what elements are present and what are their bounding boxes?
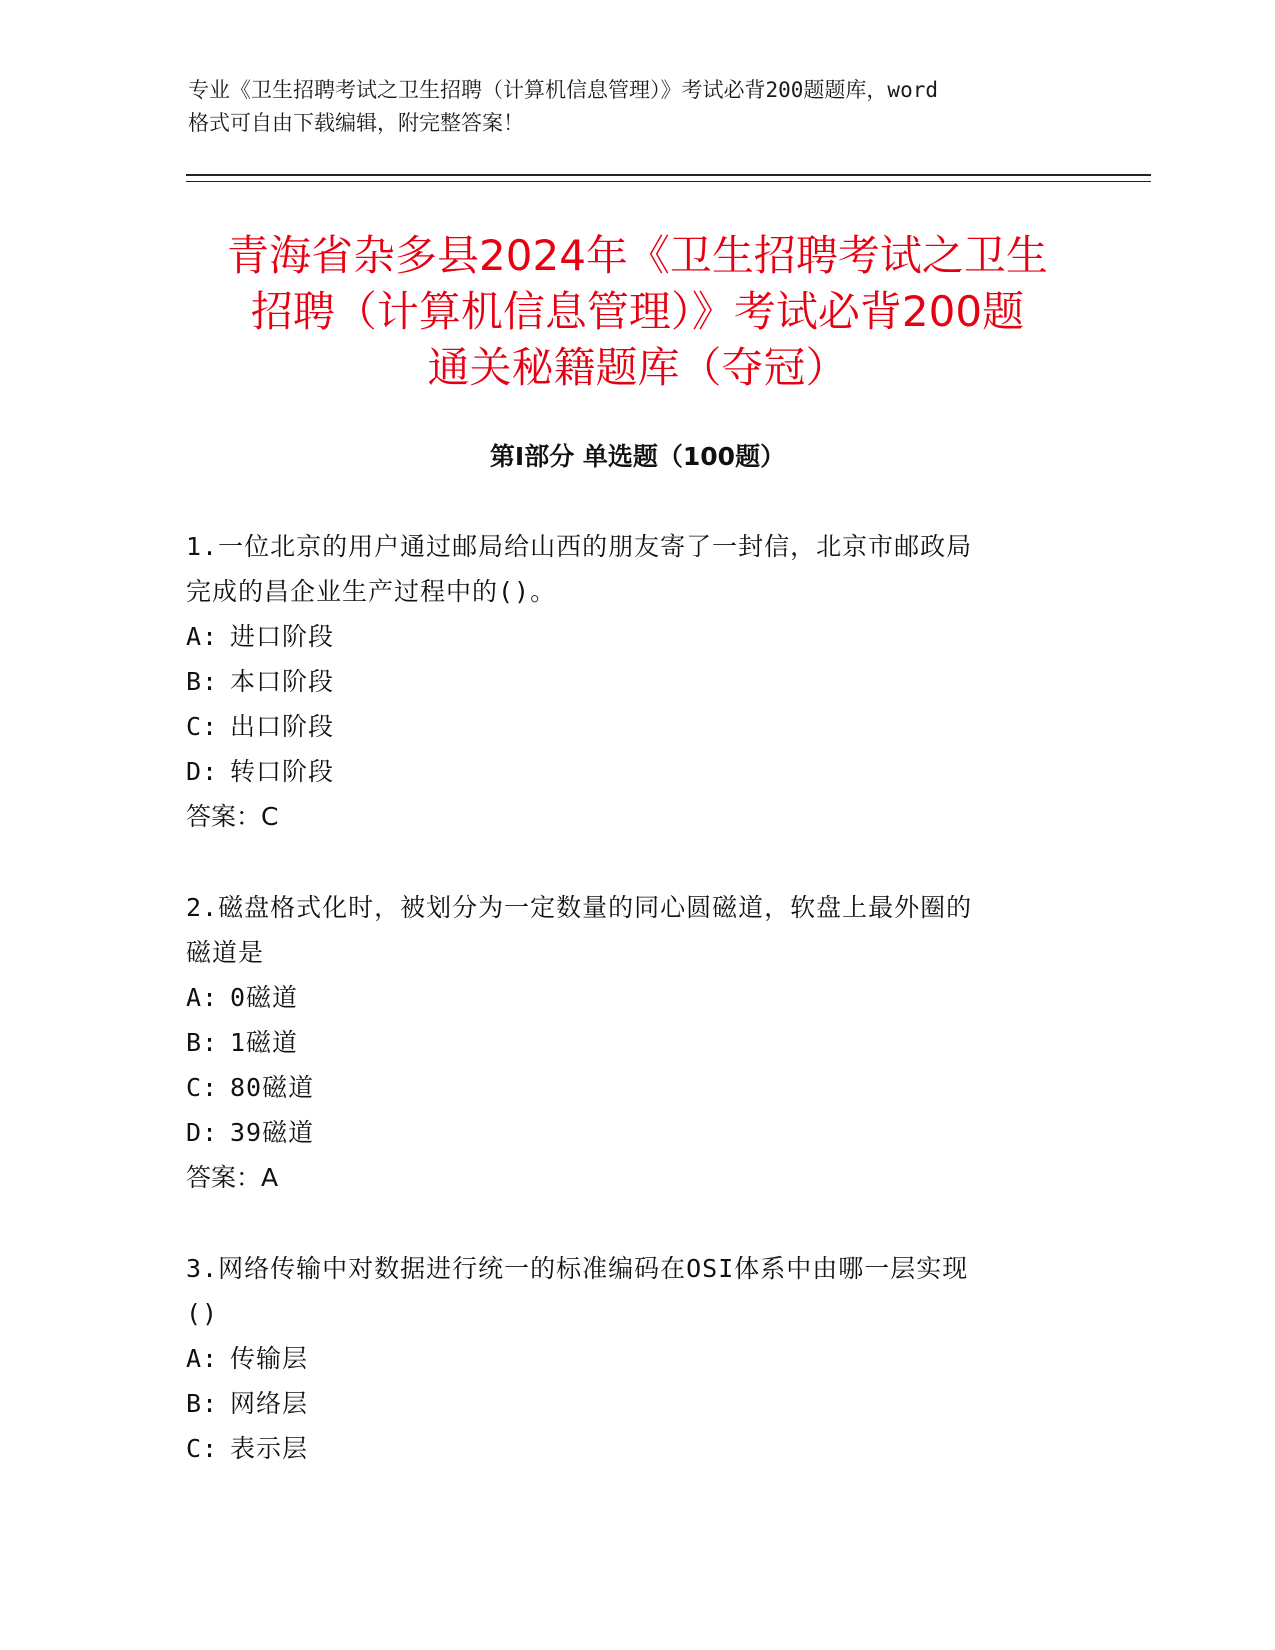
option-letter: A:	[186, 622, 219, 651]
question-stem-line1: 3.网络传输中对数据进行统一的标准编码在OSI体系中由哪一层实现	[186, 1254, 969, 1283]
option-b	[186, 659, 1066, 704]
title-line2: 招聘（计算机信息管理）》考试必背200题	[250, 287, 1025, 336]
answer: 答案：C	[186, 802, 279, 831]
header-note-line2: 格式可自由下载编辑，附完整答案！	[188, 111, 524, 135]
option-letter: B:	[186, 1028, 219, 1057]
option-letter: A:	[186, 983, 219, 1012]
option-a	[186, 975, 1066, 1020]
option-text: 传输层	[230, 1344, 309, 1373]
option-letter: C:	[186, 712, 219, 741]
question-stem-line2: ()	[186, 1299, 219, 1328]
option-b	[186, 1381, 1066, 1426]
option-a	[186, 1336, 1066, 1381]
option-letter: A:	[186, 1344, 219, 1373]
header-note-line1: 专业《卫生招聘考试之卫生招聘（计算机信息管理）》考试必背200题题库，word	[188, 78, 938, 102]
option-text: 表示层	[230, 1434, 309, 1463]
option-text: 网络层	[230, 1389, 309, 1418]
option-b	[186, 1020, 1066, 1065]
option-text: 0磁道	[230, 983, 299, 1012]
option-letter: C:	[186, 1434, 219, 1463]
option-text: 80磁道	[230, 1073, 315, 1102]
option-text: 本口阶段	[230, 667, 335, 696]
section-heading: 第Ⅰ部分 单选题（100题）	[489, 442, 786, 471]
option-letter: B:	[186, 667, 219, 696]
option-text: 39磁道	[230, 1118, 315, 1147]
option-text: 转口阶段	[230, 757, 335, 786]
title-line3: 通关秘籍题库（夺冠）	[427, 343, 848, 392]
option-letter: B:	[186, 1389, 219, 1418]
question-2	[186, 885, 1066, 1200]
option-a	[186, 614, 1066, 659]
option-letter: D:	[186, 1118, 219, 1147]
option-d	[186, 1110, 1066, 1155]
document-title	[180, 228, 1095, 396]
option-text: 进口阶段	[230, 622, 335, 651]
option-letter: C:	[186, 1073, 219, 1102]
question-stem-line2: 完成的昌企业生产过程中的()。	[186, 577, 557, 606]
option-c	[186, 1065, 1066, 1110]
option-c	[186, 704, 1066, 749]
option-text: 1磁道	[230, 1028, 299, 1057]
option-text: 出口阶段	[230, 712, 335, 741]
question-stem-line2: 磁道是	[186, 938, 265, 967]
title-line1: 青海省杂多县2024年《卫生招聘考试之卫生	[227, 231, 1048, 280]
option-c	[186, 1426, 1066, 1471]
question-1	[186, 524, 1066, 839]
question-stem-line1: 1.一位北京的用户通过邮局给山西的朋友寄了一封信，北京市邮政局	[186, 532, 973, 561]
header-divider-thick	[186, 174, 1151, 176]
question-stem-line1: 2.磁盘格式化时，被划分为一定数量的同心圆磁道，软盘上最外圈的	[186, 893, 973, 922]
option-d	[186, 749, 1066, 794]
header-note	[188, 74, 1088, 140]
header-divider-thin	[186, 181, 1151, 182]
question-3	[186, 1246, 1066, 1471]
option-letter: D:	[186, 757, 219, 786]
answer: 答案：A	[186, 1163, 279, 1192]
